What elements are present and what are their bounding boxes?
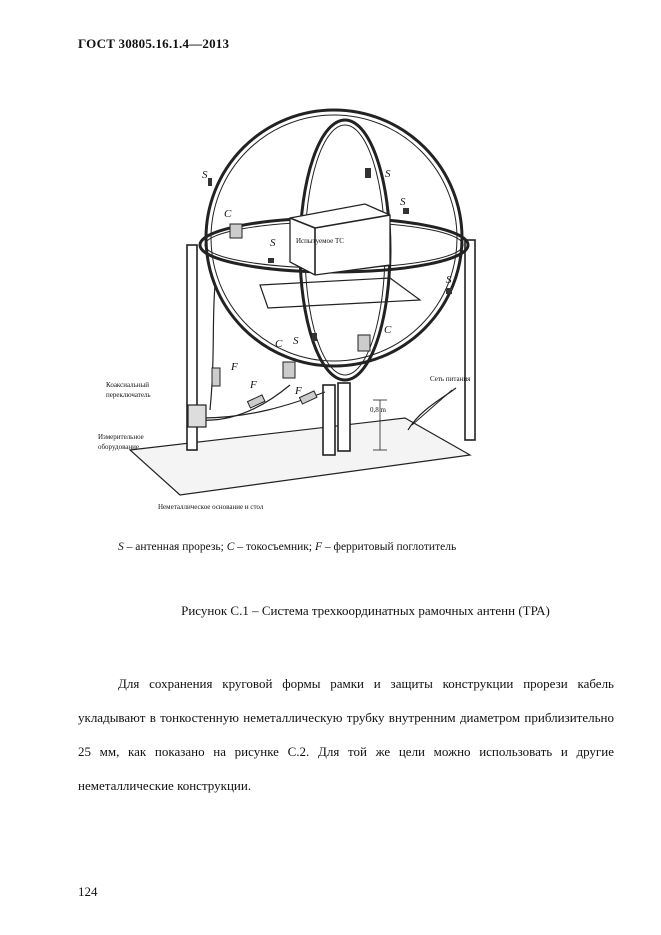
label-measuring-equipment: Измерительное: [98, 433, 144, 441]
figure-caption-text: Рисунок С.1 – Система трехкоординатных рамочных антенн (ТРА): [181, 603, 550, 618]
legend-f-text: – ферритовый поглотитель: [322, 541, 457, 553]
ferrite: [299, 391, 316, 404]
page-number: 124: [78, 884, 98, 899]
label-coax-switch: Коаксиальный: [106, 381, 150, 389]
figure-caption: [0, 603, 661, 619]
label-power: Сеть питания: [430, 375, 471, 383]
current-probe: [230, 224, 242, 238]
label-c: C: [275, 338, 283, 350]
label-eut: Испытуемое ТС: [296, 237, 344, 245]
table-leg: [338, 383, 350, 451]
label-s: S: [270, 237, 276, 249]
legend-c-text: – токосъемник;: [234, 541, 315, 553]
cable: [210, 285, 215, 410]
label-f: F: [295, 385, 302, 397]
table-top: [260, 278, 420, 308]
current-probe: [283, 362, 295, 378]
ferrite: [247, 395, 264, 408]
label-base: Неметаллическое основание и стол: [158, 503, 264, 511]
label-c: C: [384, 324, 392, 336]
current-probe: [358, 335, 370, 351]
legend-c-symbol: C: [226, 541, 235, 553]
coax-switch: [188, 405, 206, 427]
label-s: S: [385, 168, 391, 180]
label-s: S: [293, 335, 299, 347]
tra-diagram: [90, 100, 510, 520]
label-s: S: [400, 196, 406, 208]
legend-s-symbol: S: [118, 541, 124, 553]
label-s: S: [202, 169, 208, 181]
figure-tra-system: [90, 100, 510, 520]
label-c: C: [224, 208, 232, 220]
label-height: 0,8 m: [370, 406, 386, 414]
power-line: [412, 390, 452, 425]
label-s: S: [446, 274, 452, 286]
label-f: F: [231, 361, 238, 373]
document-header: ГОСТ 30805.16.1.4—2013: [78, 36, 230, 51]
figure-legend: [118, 541, 456, 553]
base-plate: [130, 418, 470, 495]
label-measuring-equipment: оборудование: [98, 443, 140, 451]
label-coax-switch: переключатель: [106, 391, 151, 399]
label-f: F: [250, 379, 257, 391]
table-leg: [323, 385, 335, 455]
legend-s-text: – антенная прорезь;: [123, 541, 227, 553]
table-leg: [465, 240, 475, 440]
paragraph: Для сохранения круговой формы рамки и защиты конструкции прорези кабель укладывают в тонкостенную неметаллическую трубку внутренним диаметром приблизительно 25 мм, как показано на рисунке С.2. Для той же цели можно использовать и другие неметаллические конструкции.: [78, 676, 614, 793]
ferrite: [212, 368, 220, 386]
legend-f-symbol: F: [314, 541, 322, 553]
body-text: [78, 667, 614, 803]
